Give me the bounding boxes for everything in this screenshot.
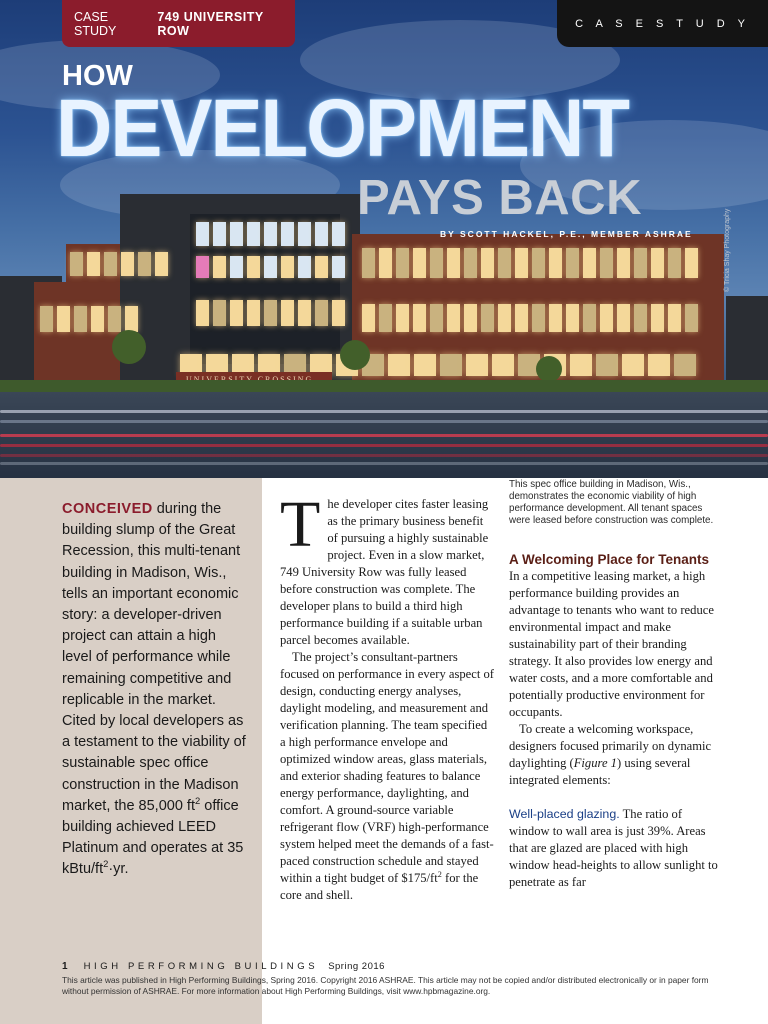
tree xyxy=(536,356,562,382)
light-streak xyxy=(0,444,768,447)
light-streak xyxy=(0,410,768,413)
window-row xyxy=(70,252,168,276)
photo-caption: This spec office building in Madison, Wis., demonstrates the economic viability of high performance development. All tenant spaces were leased before construction was complete. xyxy=(509,479,714,526)
neighbor-building xyxy=(726,296,768,382)
superscript: 2 xyxy=(195,795,201,807)
paragraph-text: The project’s consultant-partners focused on performance in every aspect of design, conducting energy analyses, daylight modeling, and measurement and verification planning. The team specified a high performance envelope and optimized window areas, glass materials, and exterior shading features to balance energy performance, daylighting, and comfort. A ground-source variable refrigerant flow (VRF) high-performance system helped meet the demands of a fast-paced construction schedule and stayed within a tight budget of $175/ft xyxy=(280,650,494,885)
copyright-notice: This article was published in High Performing Buildings, Spring 2016. Copyright 2016 ASHRAE. This article may not be copied and/or distributed electronically or in paper form without permission of ASHRAE. For more information about High Performing Buildings, visit www.hpbmagazine.org. xyxy=(62,975,709,996)
intro-text: during the building slump of the Great Recession, this multi-tenant building in Madison, Wis., tells an important economic story: a developer-driven project can attain a high level of performance while remaining competitive and replicable in the market. Cited by local developers as a testament to the viability of sustainable spec office construction in the Madison market, the 85,000 ft xyxy=(62,501,246,814)
paragraph-text: To create a welcoming workspace, designers focused primarily on dynamic daylighting ( xyxy=(509,722,712,770)
article-column-middle xyxy=(280,488,494,904)
section-heading: A Welcoming Place for Tenants xyxy=(509,552,710,567)
paragraph-text: ) using several integrated elements: xyxy=(509,756,691,787)
road xyxy=(0,392,768,478)
light-streak xyxy=(0,434,768,437)
photo-credit: © Tricia Shay Photography xyxy=(724,208,731,292)
case-study-tag-project: 749 UNIVERSITY ROW xyxy=(157,9,264,38)
tree xyxy=(112,330,146,364)
tree xyxy=(340,340,370,370)
paragraph-text: The ratio of window to wall area is just 39%. Areas that are glazed are placed with high window head-heights to allow sunlight to penetrate as far xyxy=(509,807,718,889)
window-row xyxy=(362,304,698,332)
intro-paragraph xyxy=(62,499,248,881)
paragraph xyxy=(509,721,721,789)
paragraph xyxy=(509,806,721,891)
byline: BY SCOTT HACKEL, P.E., MEMBER ASHRAE xyxy=(440,229,693,239)
page-footer xyxy=(62,961,722,996)
light-streak xyxy=(0,462,768,465)
figure-reference: Figure 1 xyxy=(573,756,617,770)
paragraph-text: he developer cites faster leasing as the primary business benefit of pursuing a highly sustainable project. Even in a slow market, 749 University Row was fully leased before construction was complete. The developer plans to build a third high performance building if a suitable urban parcel becomes available. xyxy=(280,497,489,647)
superscript: 2 xyxy=(437,869,442,879)
light-streak xyxy=(0,420,768,423)
paragraph-text: for the core and shell. xyxy=(280,871,479,902)
title-line-development: DEVELOPMENT xyxy=(56,83,629,174)
section-body xyxy=(509,568,721,891)
window-row xyxy=(362,248,698,278)
article-column-right xyxy=(509,479,721,891)
light-streak xyxy=(0,454,768,457)
intro-lead-word: CONCEIVED xyxy=(62,501,153,517)
title-line-how: HOW xyxy=(62,60,133,92)
title-line-pays-back: PAYS BACK xyxy=(357,171,642,225)
case-study-tag xyxy=(62,0,295,47)
superscript: 2 xyxy=(103,858,109,870)
intro-text: office building achieved LEED Platinum and operates at 35 kBtu/ft xyxy=(62,797,244,878)
case-study-tag-prefix: CASE STUDY xyxy=(74,9,117,38)
paragraph: In a competitive leasing market, a high performance building provides an advantage to tenants who want to reduce environmental impact and make sustainability part of their branding strategy. It also provides low energy and water costs, and a more comfortable and potentially productive environment for occupants. xyxy=(509,569,714,719)
intro-text: ·yr. xyxy=(108,861,129,878)
issue-date: Spring 2016 xyxy=(328,961,385,972)
paragraph xyxy=(280,488,494,649)
section-label: C A S E S T U D Y xyxy=(557,0,768,47)
footer-line xyxy=(62,961,722,972)
window-row xyxy=(196,300,345,326)
window-row xyxy=(196,256,345,278)
drop-cap: T xyxy=(280,488,321,561)
publication-name: HIGH PERFORMING BUILDINGS xyxy=(83,961,319,972)
inline-heading: Well-placed glazing. xyxy=(509,807,620,821)
window-row xyxy=(40,306,138,332)
page-number: 1 xyxy=(62,961,68,972)
paragraph xyxy=(280,649,494,904)
window-row xyxy=(196,222,345,246)
